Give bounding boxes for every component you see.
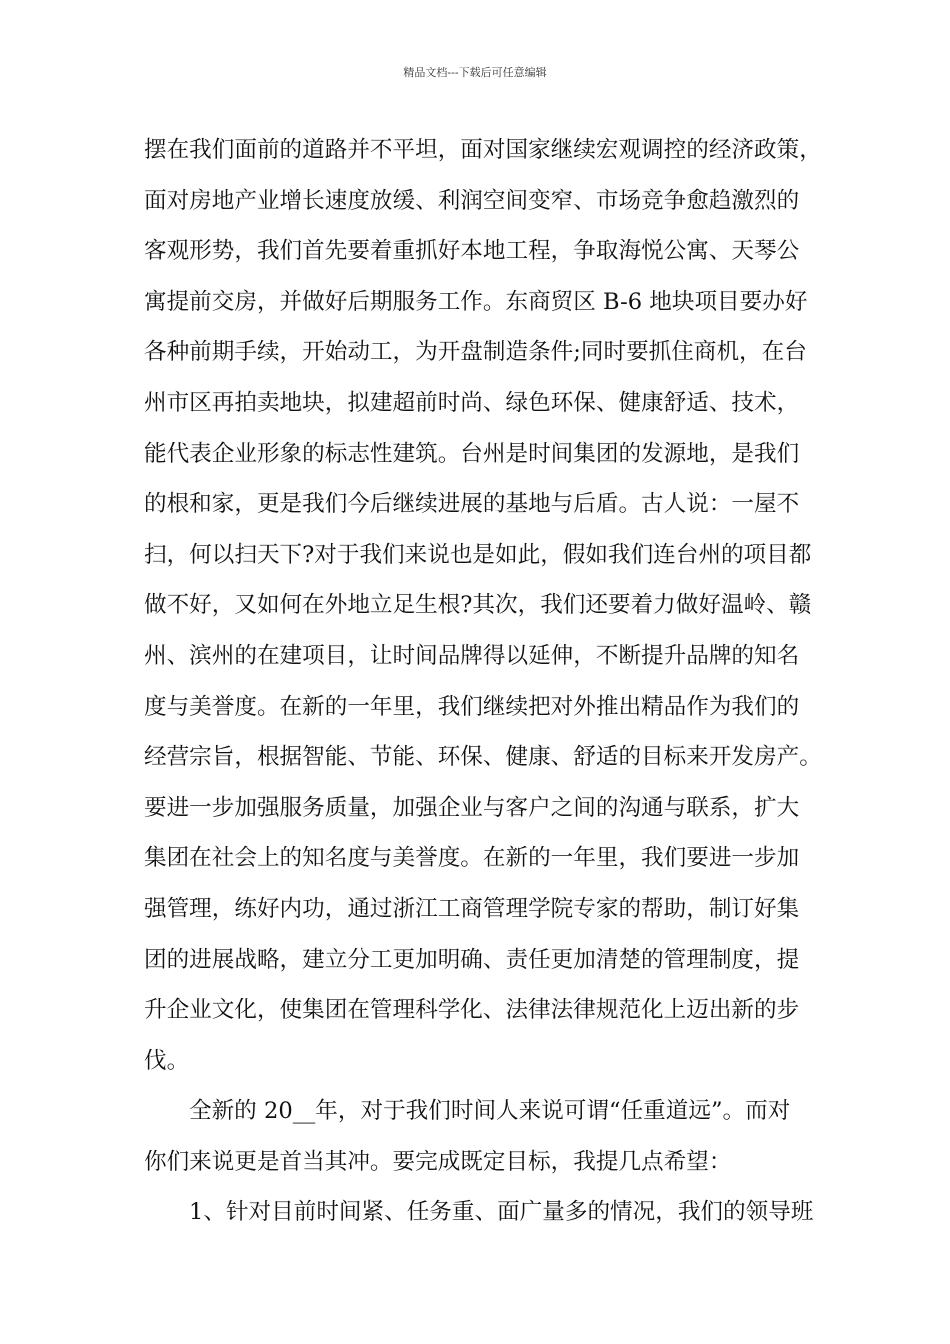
text-line: 集团在社会上的知名度与美誉度。在新的一年里，我们要进一步加 — [144, 845, 800, 872]
text-line: 客观形势，我们首先要着重抓好本地工程，争取海悦公寓、天琴公 — [144, 238, 800, 265]
text-line: 升企业文化，使集团在管理科学化、法律法律规范化上迈出新的步 — [144, 997, 800, 1024]
text-line: 你们来说更是首当其冲。要完成既定目标，我提几点希望： — [144, 1148, 732, 1175]
page-header: 精品文档---下载后可任意编辑 — [403, 66, 547, 79]
text-line: 各种前期手续，开始动工，为开盘制造条件;同时要抓住商机，在台 — [144, 339, 807, 366]
text-line: 面对房地产业增长速度放缓、利润空间变窄、市场竞争愈趋激烈的 — [144, 187, 800, 214]
text-line: 度与美誉度。在新的一年里，我们继续把对外推出精品作为我们的 — [144, 693, 800, 720]
text-line: 州、滨州的在建项目，让时间品牌得以延伸，不断提升品牌的知名 — [144, 642, 800, 669]
document-body — [144, 130, 824, 1243]
text-line: 要进一步加强服务质量，加强企业与客户之间的沟通与联系，扩大 — [144, 794, 800, 821]
text-line: 1、针对目前时间紧、任务重、面广量多的情况，我们的领导班 — [189, 1199, 814, 1226]
text-line: 全新的 20__年，对于我们时间人来说可谓“任重道远”。而对 — [189, 1098, 791, 1125]
text-line: 伐。 — [144, 1047, 190, 1074]
text-line: 扫，何以扫天下?对于我们来说也是如此，假如我们连台州的项目都 — [144, 541, 812, 568]
text-line: 团的进展战略，建立分工更加明确、责任更加清楚的管理制度，提 — [144, 946, 800, 973]
text-line: 经营宗旨，根据智能、节能、环保、健康、舒适的目标来开发房产。 — [144, 744, 822, 771]
text-line: 州市区再拍卖地块，拟建超前时尚、绿色环保、健康舒适、技术， — [144, 389, 800, 416]
text-line: 强管理，练好内功，通过浙江工商管理学院专家的帮助，制订好集 — [144, 895, 800, 922]
text-line: 寓提前交房，并做好后期服务工作。东商贸区 B-6 地块项目要办好 — [144, 288, 808, 315]
text-line: 能代表企业形象的标志性建筑。台州是时间集团的发源地，是我们 — [144, 440, 800, 467]
text-line: 做不好，又如何在外地立足生根?其次，我们还要着力做好温岭、赣 — [144, 592, 812, 619]
text-line: 的根和家，更是我们今后继续进展的基地与后盾。古人说：一屋不 — [144, 491, 800, 518]
text-line: 摆在我们面前的道路并不平坦，面对国家继续宏观调控的经济政策， — [144, 137, 822, 163]
